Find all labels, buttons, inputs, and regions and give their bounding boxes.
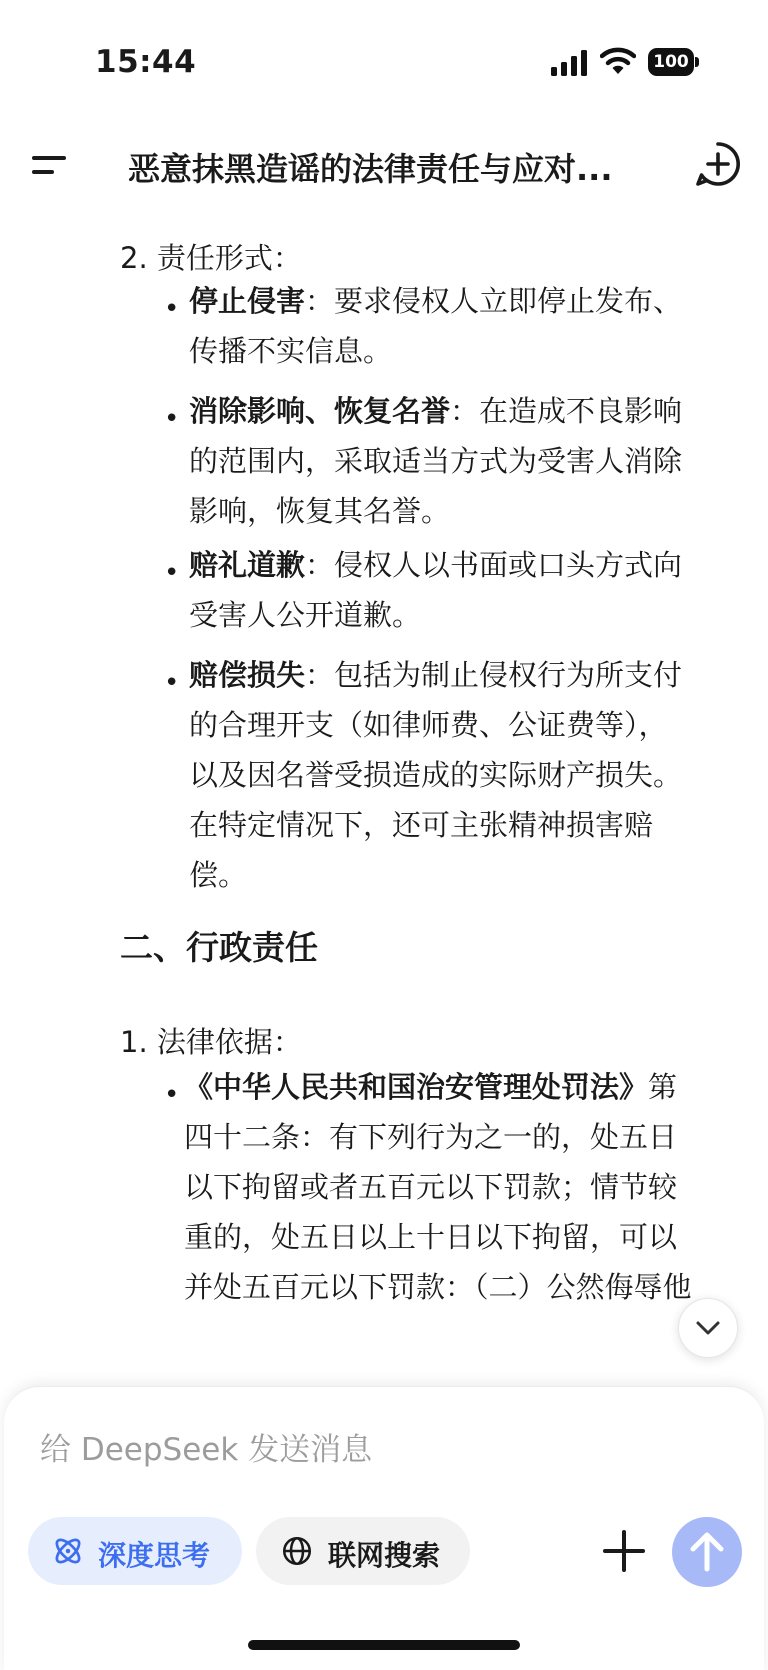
list-item-line bbox=[184, 1062, 744, 1112]
chat-header bbox=[0, 130, 768, 200]
list-item-eliminate-influence bbox=[189, 386, 749, 536]
subheading-number: 2. bbox=[120, 241, 148, 275]
bullet-dot: • bbox=[164, 668, 180, 698]
list-item-cease-infringement bbox=[189, 276, 749, 376]
item-line: 的合理开支（如律师费、公证费等）， bbox=[189, 708, 668, 742]
item-line: 重的，处五日以上十日以下拘留，可以 bbox=[184, 1220, 678, 1254]
item-line: 以及因名誉受损造成的实际财产损失。 bbox=[189, 758, 683, 792]
item-line: 四十二条：有下列行为之一的，处五日 bbox=[184, 1120, 678, 1154]
bullet-dot: • bbox=[164, 558, 180, 588]
item-line: 传播不实信息。 bbox=[189, 334, 393, 368]
item-bold-title: 赔偿损失 bbox=[189, 658, 306, 692]
bullet-dot: • bbox=[164, 1080, 180, 1110]
chevron-down-icon bbox=[678, 1298, 738, 1358]
scroll-to-bottom-button[interactable] bbox=[678, 1298, 738, 1358]
item-line: 影响，恢复其名誉。 bbox=[189, 494, 451, 528]
item-line: 并处五百元以下罚款：（二）公然侮辱他 bbox=[184, 1270, 692, 1304]
menu-icon-line bbox=[32, 170, 54, 174]
item-bold-title: 消除影响、恢复名誉 bbox=[189, 394, 451, 428]
item-line: ：要求侵权人立即停止发布、 bbox=[305, 284, 683, 318]
list-item-law-article bbox=[184, 1062, 744, 1312]
cellular-signal-icon bbox=[550, 50, 590, 76]
section-heading-administrative: 二、行政责任 bbox=[120, 928, 318, 967]
new-chat-icon[interactable] bbox=[694, 140, 742, 188]
battery-tip bbox=[695, 57, 699, 67]
atom-icon bbox=[50, 1533, 86, 1569]
list-item-line bbox=[189, 540, 749, 590]
item-bold-title: 《中华人民共和国治安管理处罚法》 bbox=[184, 1070, 649, 1104]
web-search-label: 联网搜索 bbox=[328, 1539, 441, 1572]
deep-think-toggle[interactable] bbox=[28, 1517, 242, 1585]
arrow-up-icon bbox=[672, 1517, 742, 1587]
list-item-line bbox=[189, 276, 749, 326]
item-line: ：侵权人以书面或口头方式向 bbox=[305, 548, 683, 582]
list-item-compensation bbox=[189, 650, 749, 900]
item-bold-title: 停止侵害 bbox=[189, 284, 306, 318]
deep-think-label: 深度思考 bbox=[98, 1539, 211, 1572]
web-search-toggle[interactable] bbox=[256, 1517, 470, 1585]
message-input[interactable] bbox=[40, 1425, 700, 1475]
message-content bbox=[0, 222, 768, 1390]
send-button[interactable] bbox=[672, 1517, 742, 1587]
item-line: 以下拘留或者五百元以下罚款；情节较 bbox=[184, 1170, 678, 1204]
list-item-line bbox=[189, 650, 749, 700]
wifi-icon bbox=[600, 46, 636, 76]
menu-button[interactable] bbox=[28, 144, 72, 184]
status-bar bbox=[0, 0, 768, 120]
item-line: 在特定情况下，还可主张精神损害赔 bbox=[189, 808, 654, 842]
subheading-responsibility-forms bbox=[120, 236, 302, 277]
plus-icon[interactable] bbox=[600, 1527, 648, 1575]
subheading-number: 1. bbox=[120, 1025, 148, 1059]
item-line: ：在造成不良影响 bbox=[450, 394, 683, 428]
message-composer bbox=[4, 1386, 764, 1670]
status-time: 15:44 bbox=[95, 44, 197, 80]
subheading-text: 法律依据： bbox=[156, 1025, 302, 1059]
list-item-line bbox=[189, 386, 749, 436]
item-line: 的范围内，采取适当方式为受害人消除 bbox=[189, 444, 683, 478]
home-indicator bbox=[248, 1640, 520, 1650]
item-line: 偿。 bbox=[189, 858, 248, 892]
menu-icon bbox=[32, 156, 66, 160]
item-line: ：包括为制止侵权行为所支付 bbox=[305, 658, 683, 692]
list-item-apology bbox=[189, 540, 749, 640]
item-bold-title: 赔礼道歉 bbox=[189, 548, 306, 582]
battery-indicator bbox=[648, 48, 700, 76]
chat-title: 恶意抹黑造谣的法律责任与应对... bbox=[128, 150, 613, 188]
bullet-dot: • bbox=[164, 294, 180, 324]
globe-icon bbox=[280, 1534, 314, 1568]
bullet-dot: • bbox=[164, 404, 180, 434]
item-line: 第 bbox=[648, 1070, 678, 1104]
subheading-text: 责任形式： bbox=[156, 241, 302, 275]
item-line: 受害人公开道歉。 bbox=[189, 598, 422, 632]
subheading-legal-basis bbox=[120, 1020, 302, 1061]
battery-level: 100 bbox=[648, 48, 694, 76]
